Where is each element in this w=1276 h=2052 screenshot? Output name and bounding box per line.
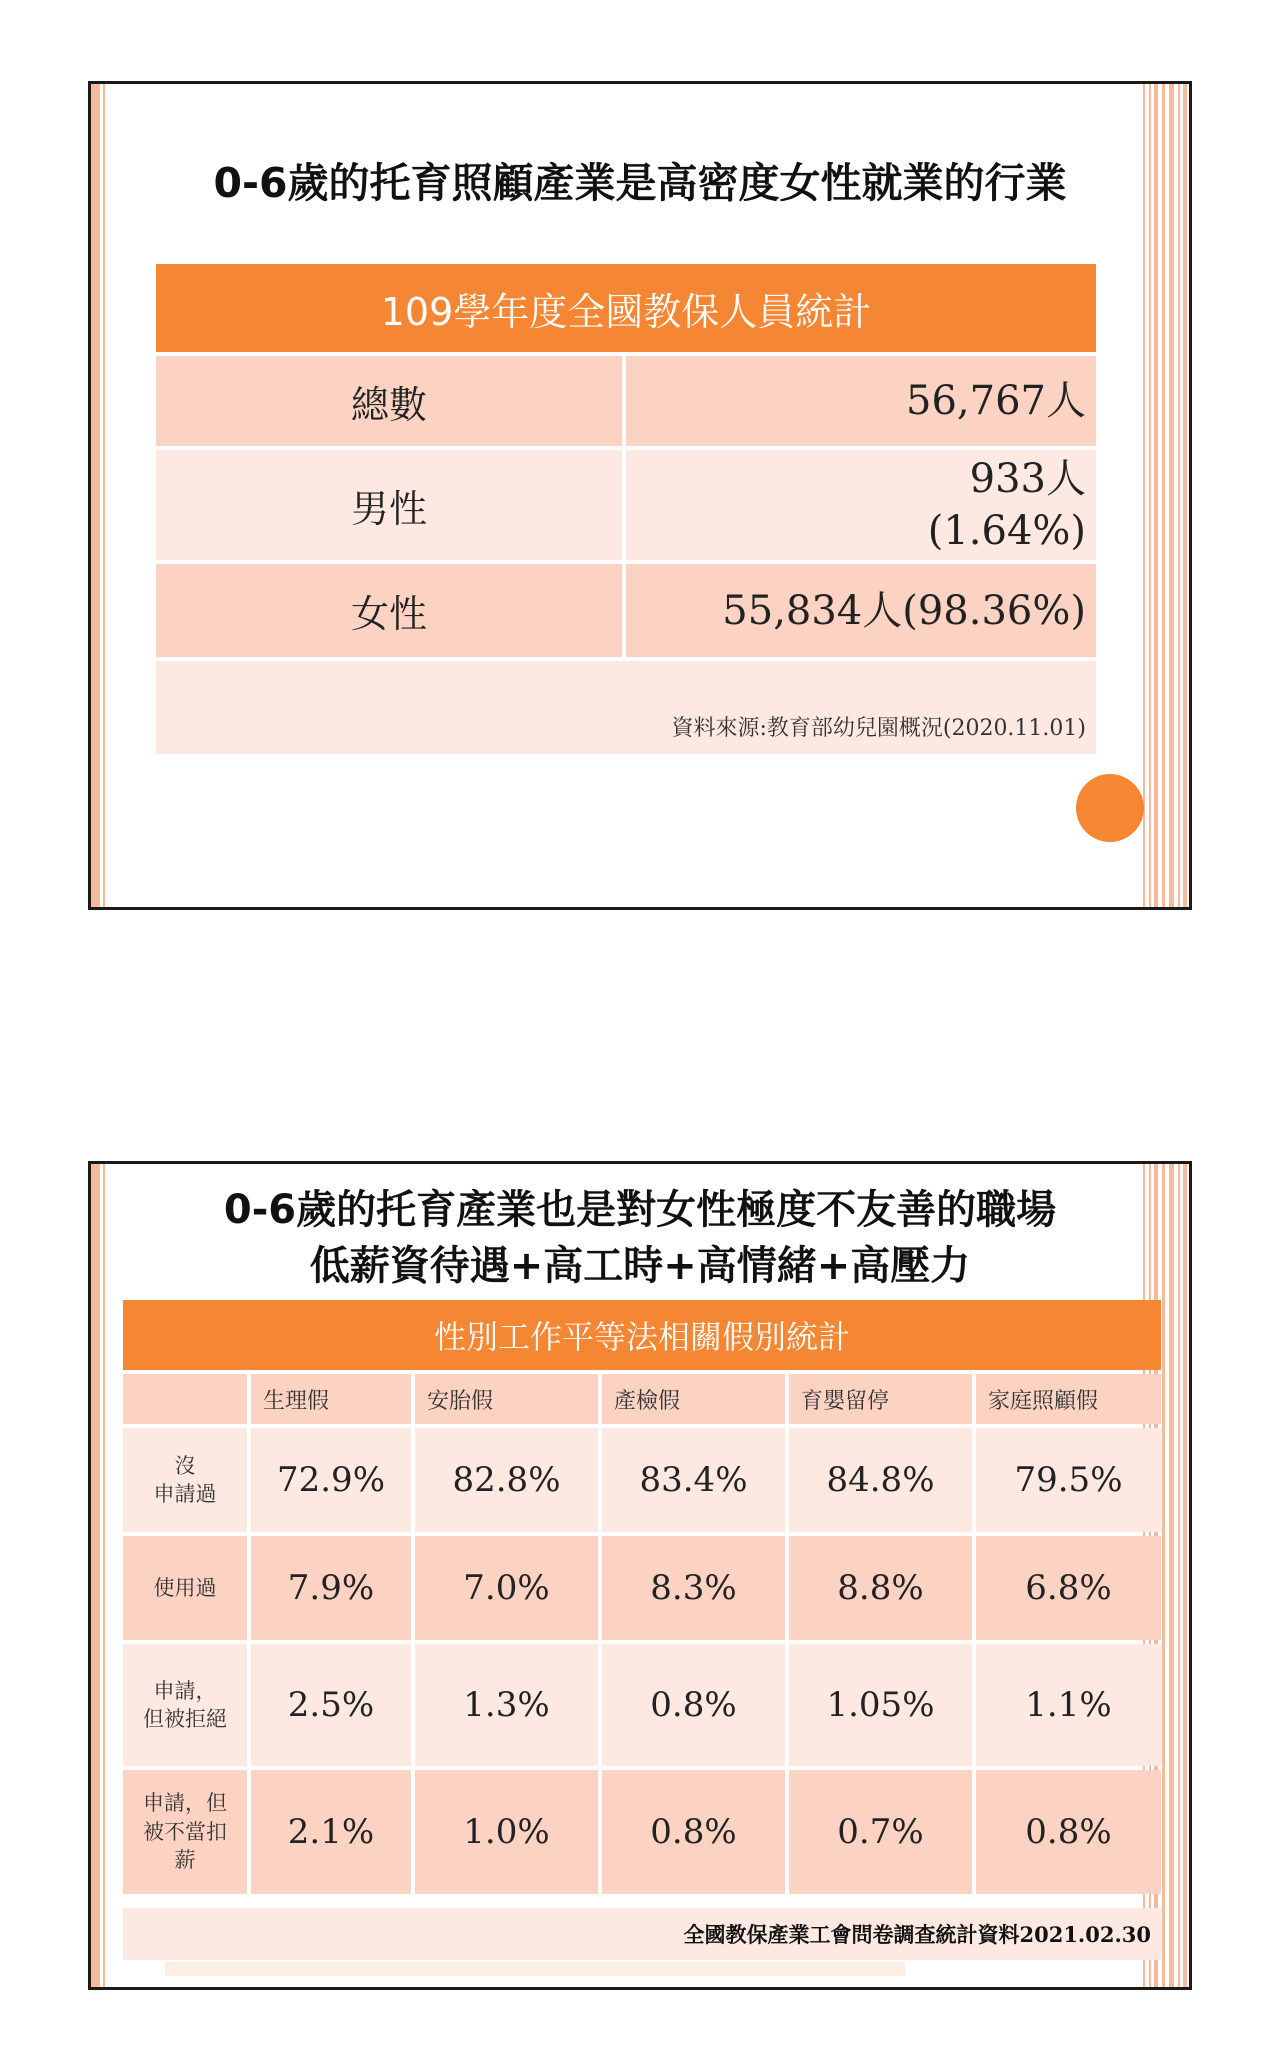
table-row xyxy=(123,1644,1161,1766)
row-label: 男性 xyxy=(156,450,622,560)
table-cell: 79.5% xyxy=(976,1428,1161,1532)
header-cell: 育嬰留停 xyxy=(789,1374,972,1424)
table-row-female xyxy=(156,564,1096,657)
table-cell: 82.8% xyxy=(415,1428,598,1532)
table-cell: 7.9% xyxy=(251,1536,411,1640)
header-cell: 生理假 xyxy=(251,1374,411,1424)
row-label xyxy=(123,1644,247,1766)
bottom-strip-decoration xyxy=(165,1962,905,1976)
table-cell: 1.1% xyxy=(976,1644,1161,1766)
row-label-line: 薪 xyxy=(174,1848,196,1873)
row-label-line: 申請過 xyxy=(153,1482,217,1506)
row-label xyxy=(123,1770,247,1894)
leave-table-header: 性別工作平等法相關假別統計 xyxy=(123,1300,1161,1370)
row-label-line: 被不當扣 xyxy=(143,1819,227,1844)
table-header-row xyxy=(123,1374,1161,1424)
row-label-line: 但被拒絕 xyxy=(143,1707,227,1731)
table-cell: 1.05% xyxy=(789,1644,972,1766)
table-cell: 0.8% xyxy=(976,1770,1161,1894)
table-cell: 0.8% xyxy=(602,1644,785,1766)
table-cell: 84.8% xyxy=(789,1428,972,1532)
table-cell: 6.8% xyxy=(976,1536,1161,1640)
row-label-line: 沒 xyxy=(174,1453,196,1478)
slide-2-title-line-2: 低薪資待遇+高工時+高情緒+高壓力 xyxy=(309,1243,971,1289)
slide-1-title: 0-6歲的托育照顧產業是高密度女性就業的行業 xyxy=(213,159,1067,207)
table-row xyxy=(123,1770,1161,1894)
table-cell: 7.0% xyxy=(415,1536,598,1640)
table-cell: 8.3% xyxy=(602,1536,785,1640)
table-row xyxy=(123,1428,1161,1532)
header-cell: 產檢假 xyxy=(602,1374,785,1424)
table-cell: 0.7% xyxy=(789,1770,972,1894)
row-value xyxy=(626,450,1096,560)
row-label: 總數 xyxy=(156,356,622,446)
stats-table-header: 109學年度全國教保人員統計 xyxy=(156,264,1096,352)
header-cell-empty xyxy=(123,1374,247,1424)
table-cell: 72.9% xyxy=(251,1428,411,1532)
value-line-2: (1.64%) xyxy=(927,508,1086,554)
header-cell: 家庭照顧假 xyxy=(976,1374,1161,1424)
table-row-male xyxy=(156,450,1096,560)
header-cell: 安胎假 xyxy=(415,1374,598,1424)
leave-stats-table xyxy=(123,1374,1161,1898)
slide-2-title-line-1: 0-6歲的托育產業也是對女性極度不友善的職場 xyxy=(223,1187,1057,1233)
row-label-line: 申請，但 xyxy=(143,1791,227,1816)
orange-circle-decoration xyxy=(1076,774,1144,842)
table-row-total xyxy=(156,356,1096,446)
table-cell: 83.4% xyxy=(602,1428,785,1532)
value-line: 55,834人(98.36%) xyxy=(722,587,1086,634)
table-row xyxy=(123,1536,1161,1640)
table-cell: 0.8% xyxy=(602,1770,785,1894)
source-note: 資料來源:教育部幼兒園概況(2020.11.01) xyxy=(156,661,1096,754)
table-cell: 8.8% xyxy=(789,1536,972,1640)
source-note: 全國教保產業工會問卷調查統計資料2021.02.30 xyxy=(123,1908,1161,1960)
row-label: 女性 xyxy=(156,564,622,657)
table-cell: 1.3% xyxy=(415,1644,598,1766)
table-cell: 1.0% xyxy=(415,1770,598,1894)
row-value xyxy=(626,356,1096,446)
table-cell: 2.5% xyxy=(251,1644,411,1766)
table-cell: 2.1% xyxy=(251,1770,411,1894)
row-label xyxy=(123,1428,247,1532)
slide-2 xyxy=(88,1161,1192,1990)
row-label-line: 申請， xyxy=(153,1678,217,1703)
row-value xyxy=(626,564,1096,657)
value-line: 933人 xyxy=(969,456,1086,502)
row-label xyxy=(123,1536,247,1640)
slide-1 xyxy=(88,81,1192,910)
value-line: 56,767人 xyxy=(906,378,1086,424)
row-label-line: 使用過 xyxy=(153,1575,217,1600)
